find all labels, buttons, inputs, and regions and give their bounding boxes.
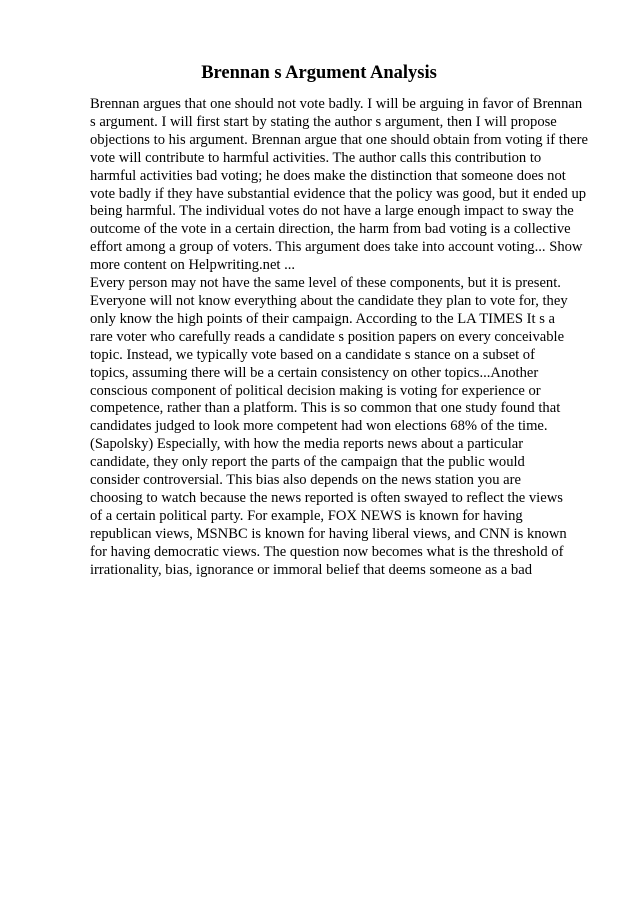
body-line: only know the high points of their campaign. According to the LA TIMES It s a <box>90 310 556 327</box>
body-line: objections to his argument. Brennan argue that one should obtain from voting if there <box>90 131 588 148</box>
body-line: being harmful. The individual votes do not have a large enough impact to sway the <box>90 203 574 220</box>
body-line: topic. Instead, we typically vote based on a candidate s stance on a subset of <box>90 346 535 363</box>
body-line: harmful activities bad voting; he does make the distinction that someone does not <box>90 167 566 184</box>
body-line: rare voter who carefully reads a candidate s position papers on every conceivable <box>90 328 565 345</box>
body-line: consider controversial. This bias also depends on the news station you are <box>90 472 521 489</box>
body-line: irrationality, bias, ignorance or immoral belief that deems someone as a bad <box>90 561 532 578</box>
body-line: effort among a group of voters. This argument does take into account voting... Show <box>90 239 583 256</box>
body-line: choosing to watch because the news reported is often swayed to reflect the views <box>90 489 563 506</box>
document-body <box>90 96 590 579</box>
body-line: competence, rather than a platform. This is so common that one study found that <box>90 400 561 417</box>
body-line: for having democratic views. The question now becomes what is the threshold of <box>90 543 564 560</box>
body-line: (Sapolsky) Especially, with how the media reports news about a particular <box>90 436 524 453</box>
body-line: conscious component of political decision making is voting for experience or <box>90 382 541 399</box>
body-line: candidate, they only report the parts of the campaign that the public would <box>90 454 525 471</box>
body-line: Everyone will not know everything about the candidate they plan to vote for, they <box>90 292 568 309</box>
body-line: outcome of the vote in a certain direction, the harm from bad voting is a collective <box>90 221 571 238</box>
body-line: candidates judged to look more competent had won elections 68% of the time. <box>90 418 548 435</box>
body-line: Every person may not have the same level of these components, but it is present. <box>90 275 561 292</box>
document-title: Brennan s Argument Analysis <box>201 63 437 83</box>
body-line: s argument. I will first start by stating the author s argument, then I will propose <box>90 113 557 130</box>
body-line: topics, assuming there will be a certain consistency on other topics...Another <box>90 364 539 381</box>
body-line: of a certain political party. For example, FOX NEWS is known for having <box>90 507 523 524</box>
body-line: vote badly if they have substantial evidence that the policy was good, but it ended up <box>90 185 587 202</box>
body-line: vote will contribute to harmful activities. The author calls this contribution to <box>90 149 542 166</box>
body-line: republican views, MSNBC is known for having liberal views, and CNN is known <box>90 525 567 542</box>
body-line: more content on Helpwriting.net ... <box>90 257 296 274</box>
body-line: Brennan argues that one should not vote badly. I will be arguing in favor of Brennan <box>90 96 583 112</box>
